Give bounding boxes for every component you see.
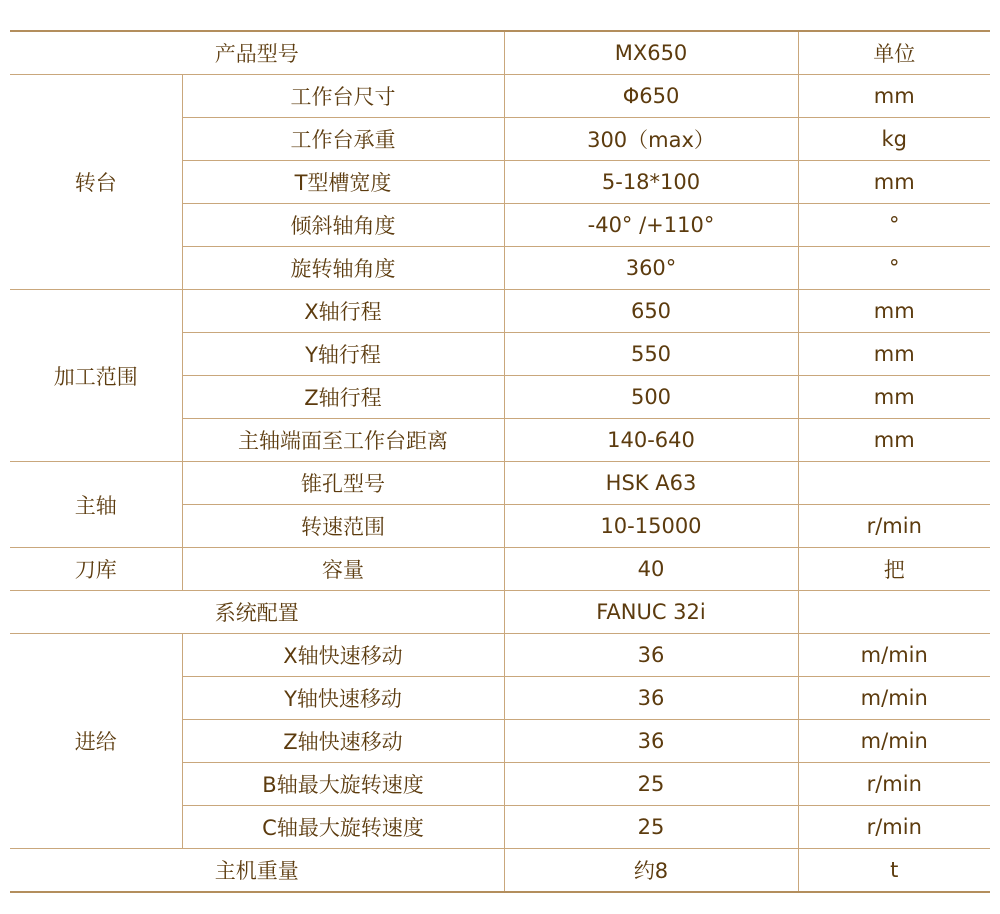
- table-row: [10, 462, 990, 505]
- table-row: [10, 849, 990, 893]
- unit-cell: mm: [798, 419, 990, 462]
- value-cell: 25: [504, 806, 798, 849]
- item-cell: Y轴行程: [182, 333, 504, 376]
- value-cell: 550: [504, 333, 798, 376]
- value-cell: 约8: [504, 849, 798, 893]
- item-cell: X轴快速移动: [182, 634, 504, 677]
- header-unit: 单位: [798, 31, 990, 75]
- item-cell: Y轴快速移动: [182, 677, 504, 720]
- table-row: [10, 591, 990, 634]
- item-cell: 系统配置: [10, 591, 504, 634]
- item-cell: 转速范围: [182, 505, 504, 548]
- unit-cell: r/min: [798, 806, 990, 849]
- value-cell: 36: [504, 634, 798, 677]
- group-label-spindle: 主轴: [10, 462, 182, 548]
- value-cell: 500: [504, 376, 798, 419]
- unit-cell: t: [798, 849, 990, 893]
- group-label-feed: 进给: [10, 634, 182, 849]
- item-cell: 锥孔型号: [182, 462, 504, 505]
- value-cell: -40° /+110°: [504, 204, 798, 247]
- value-cell: 36: [504, 677, 798, 720]
- value-cell: 36: [504, 720, 798, 763]
- unit-cell: mm: [798, 333, 990, 376]
- unit-cell: mm: [798, 161, 990, 204]
- unit-cell: 把: [798, 548, 990, 591]
- unit-cell: mm: [798, 75, 990, 118]
- unit-cell: [798, 462, 990, 505]
- item-cell: 主机重量: [10, 849, 504, 893]
- table-row: [10, 290, 990, 333]
- unit-cell: r/min: [798, 763, 990, 806]
- item-cell: X轴行程: [182, 290, 504, 333]
- unit-cell: [798, 591, 990, 634]
- item-cell: 容量: [182, 548, 504, 591]
- group-label-turntable: 转台: [10, 75, 182, 290]
- unit-cell: mm: [798, 290, 990, 333]
- unit-cell: kg: [798, 118, 990, 161]
- item-cell: Z轴行程: [182, 376, 504, 419]
- value-cell: FANUC 32i: [504, 591, 798, 634]
- table-header-row: [10, 31, 990, 75]
- value-cell: 300（max）: [504, 118, 798, 161]
- header-label: 产品型号: [10, 31, 504, 75]
- unit-cell: r/min: [798, 505, 990, 548]
- value-cell: HSK A63: [504, 462, 798, 505]
- value-cell: 5-18*100: [504, 161, 798, 204]
- item-cell: 倾斜轴角度: [182, 204, 504, 247]
- unit-cell: °: [798, 247, 990, 290]
- item-cell: 工作台尺寸: [182, 75, 504, 118]
- unit-cell: m/min: [798, 634, 990, 677]
- value-cell: Φ650: [504, 75, 798, 118]
- unit-cell: mm: [798, 376, 990, 419]
- group-label-tool-magazine: 刀库: [10, 548, 182, 591]
- unit-cell: °: [798, 204, 990, 247]
- spec-table: [10, 30, 990, 893]
- value-cell: 360°: [504, 247, 798, 290]
- value-cell: 650: [504, 290, 798, 333]
- item-cell: T型槽宽度: [182, 161, 504, 204]
- value-cell: 140-640: [504, 419, 798, 462]
- table-row: [10, 75, 990, 118]
- item-cell: 旋转轴角度: [182, 247, 504, 290]
- unit-cell: m/min: [798, 720, 990, 763]
- item-cell: C轴最大旋转速度: [182, 806, 504, 849]
- item-cell: 主轴端面至工作台距离: [182, 419, 504, 462]
- header-model: MX650: [504, 31, 798, 75]
- item-cell: B轴最大旋转速度: [182, 763, 504, 806]
- item-cell: Z轴快速移动: [182, 720, 504, 763]
- value-cell: 25: [504, 763, 798, 806]
- item-cell: 工作台承重: [182, 118, 504, 161]
- unit-cell: m/min: [798, 677, 990, 720]
- value-cell: 10-15000: [504, 505, 798, 548]
- group-label-machining-range: 加工范围: [10, 290, 182, 462]
- value-cell: 40: [504, 548, 798, 591]
- table-row: [10, 634, 990, 677]
- table-row: [10, 548, 990, 591]
